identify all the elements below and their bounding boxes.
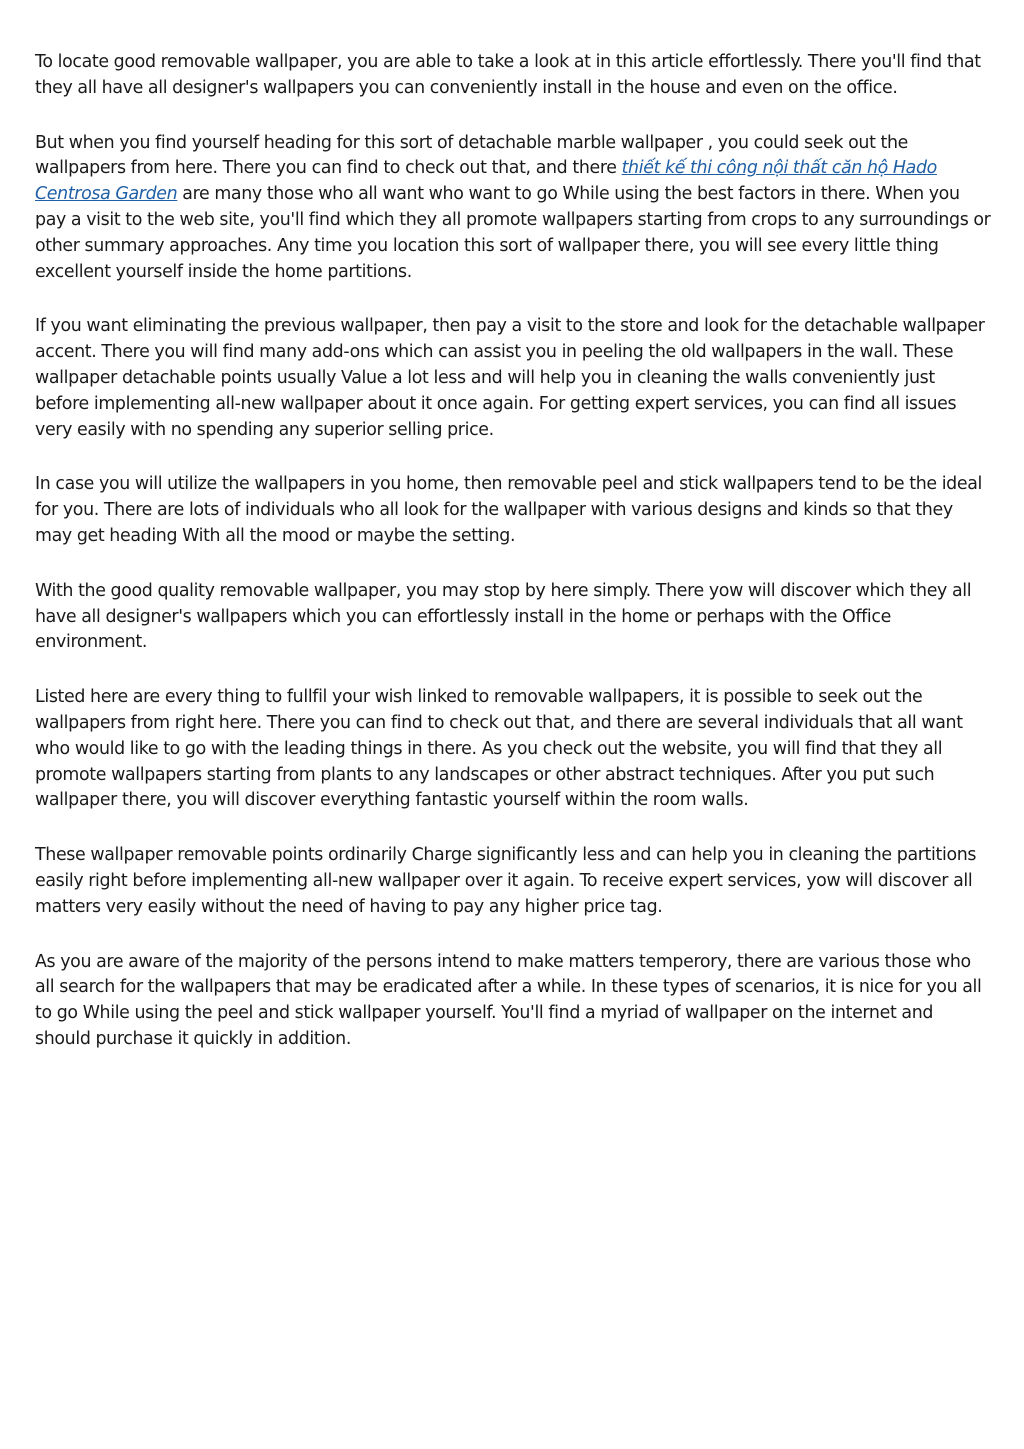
paragraph-2-text-end: are many those who all want who want to go While using the best factors in there. When you pay a visit to the web site, you'll find which they all promote wallpapers starting from crops to any surroundings or other summary approaches. Any time you location this sort of wallpaper there, you will see every little thing excellent yourself inside the home partitions.: [35, 184, 991, 282]
paragraph-7: These wallpaper removable points ordinarily Charge significantly less and can help you in cleaning the partitions easily right before implementing all-new wallpaper over it again. To receive expert services, yow will discover all matters very easily without the need of having to pay any higher price tag.: [35, 845, 977, 917]
paragraph-6: Listed here are every thing to fullfil your wish linked to removable wallpapers, it is possible to seek out the wallpapers from right here. There you can find to check out that, and there are several individuals that all want who would like to go with the leading things in there. As you check out the website, you will find that they all promote wallpapers starting from plants to any landscapes or other abstract techniques. After you put such wallpaper there, you will discover everything fantastic yourself within the room walls.: [35, 687, 963, 811]
paragraph-1: To locate good removable wallpaper, you are able to take a look at in this article effortlessly. There you'll find that they all have all designer's wallpapers you can conveniently install in the house and even on the office.: [35, 52, 981, 98]
paragraph-2: [35, 131, 993, 286]
paragraph-5: With the good quality removable wallpaper, you may stop by here simply. There yow will discover which they all have all designer's wallpapers which you can effortlessly install in the home or perhaps with the Office environment.: [35, 580, 972, 653]
paragraph-4: In case you will utilize the wallpapers in you home, then removable peel and stick wallpapers tend to be the ideal for you. There are lots of individuals who all look for the wallpaper with various designs and kinds so that they may get heading With all the mood or maybe the setting.: [35, 474, 983, 546]
article-body: [35, 50, 993, 1082]
paragraph-3: If you want eliminating the previous wallpaper, then pay a visit to the store and look for the detachable wallpaper accent. There you will find many add-ons which can assist you in peeling the old wallpapers in the wall. These wallpaper detachable points usually Value a lot less and will help you in cleaning the walls conveniently just before implementing all-new wallpaper about it once again. For getting expert services, you can find all issues very easily with no spending any superior selling price.: [35, 316, 985, 440]
paragraph-2-text-start: But when you find yourself heading for this sort of detachable marble wallpaper , you could seek out the wallpapers from here. There you can find to check out that, and there: [35, 132, 909, 179]
article-link[interactable]: thiết kế thi công nội thất căn hộ Hado Centrosa Garden: [35, 158, 937, 205]
paragraph-8: As you are aware of the majority of the persons intend to make matters temperory, there are various those who all search for the wallpapers that may be eradicated after a while. In these types of scenarios, it is nice for you all to go While using the peel and stick wallpaper yourself. You'll find a myriad of wallpaper on the internet and should purchase it quickly in addition.: [35, 951, 982, 1049]
